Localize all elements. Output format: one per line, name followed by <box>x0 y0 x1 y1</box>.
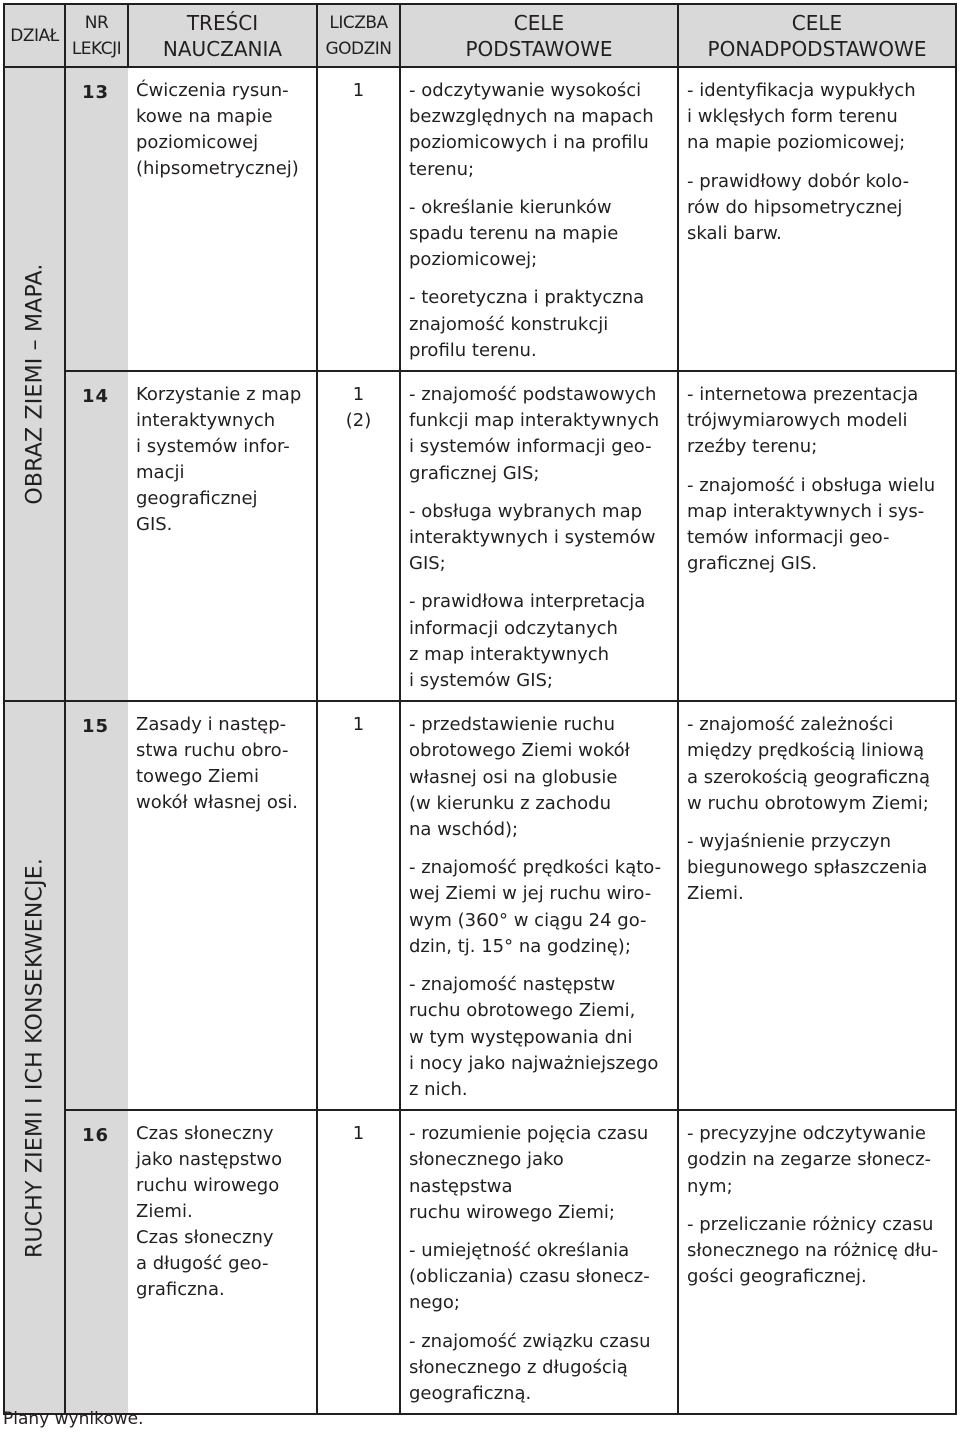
lesson-row <box>4 701 956 1110</box>
lesson-hours: 1 (2) <box>345 384 372 432</box>
section-title: OBRAZ ZIEMI – MAPA. <box>22 263 47 505</box>
lesson-hours-cell <box>317 701 400 1110</box>
basic-goals-cell <box>400 1110 678 1414</box>
advanced-goals-cell <box>678 371 956 701</box>
goal-item: - znajomość zależności między prędkością liniową a szerokością geograficzną w ruchu obrotowym Ziemi; <box>687 714 930 814</box>
lesson-topic: Ćwiczenia rysun- kowe na mapie poziomicowej (hipsometrycznej) <box>136 80 299 179</box>
goal-item: - prawidłowy dobór kolo- rów do hipsometrycznej skali barw. <box>687 170 910 245</box>
header-liczba-godzin: LICZBA GODZIN <box>317 4 400 67</box>
goal-item: - znajomość i obsługa wielu map interaktywnych i sys- temów informacji geo- graficznej GIS. <box>687 474 936 575</box>
header-cele-ponadpodstawowe: CELE PONADPODSTAWOWE <box>678 4 956 67</box>
lesson-number: 13 <box>82 82 110 103</box>
goal-item: - określanie kierunków spadu terenu na mapie poziomicowej; <box>409 196 619 271</box>
lesson-number-cell <box>65 67 128 371</box>
goal-item: - prawidłowa interpretacja informacji odczytanych z map interaktywnych i systemów GIS; <box>409 591 646 692</box>
goal-item: - umiejętność określania (obliczania) czasu słonecz- nego; <box>409 1239 650 1314</box>
goal-item: - znajomość następstw ruchu obrotowego Ziemi, w tym występowania dni i nocy jako najważniejszego z nich. <box>409 974 659 1100</box>
goal-item: - przeliczanie różnicy czasu słonecznego na różnicę dłu- gości geograficznej. <box>687 1213 939 1288</box>
lesson-topic-cell <box>128 1110 317 1414</box>
goal-item: - identyfikacja wypukłych i wklęsłych form terenu na mapie poziomicowej; <box>687 80 916 154</box>
lesson-topic-cell <box>128 67 317 371</box>
lesson-number: 14 <box>82 386 110 408</box>
header-tresci-nauczania: TREŚCI NAUCZANIA <box>128 4 317 67</box>
lesson-number-cell <box>65 1110 128 1414</box>
lesson-hours: 1 <box>352 80 365 101</box>
basic-goals-cell <box>400 701 678 1110</box>
goal-item: - precyzyjne odczytywanie godzin na zegarze słonecz- nym; <box>687 1123 932 1197</box>
lesson-number-cell <box>65 371 128 701</box>
lesson-plan-table <box>3 3 957 1415</box>
goal-item: - teoretyczna i praktyczna znajomość konstrukcji profilu terenu. <box>409 287 645 361</box>
goal-item: - odczytywanie wysokości bezwzględnych na mapach poziomicowych i na profilu terenu; <box>409 80 654 180</box>
lesson-hours-cell <box>317 371 400 701</box>
goal-item: - przedstawienie ruchu obrotowego Ziemi wokół własnej osi na globusie (w kierunku z zachodu na wschód); <box>409 714 630 841</box>
section-title: RUCHY ZIEMI I ICH KONSEKWENCJE. <box>22 857 47 1258</box>
lesson-number: 16 <box>82 1125 110 1147</box>
header-dzial: DZIAŁ <box>4 4 65 67</box>
section-cell <box>4 67 65 701</box>
goal-item: - wyjaśnienie przyczyn biegunowego spłaszczenia Ziemi. <box>687 831 928 905</box>
goal-item: - obsługa wybranych map interaktywnych i systemów GIS; <box>409 500 656 575</box>
lesson-row <box>4 1110 956 1414</box>
basic-goals-cell <box>400 67 678 371</box>
lesson-row <box>4 371 956 701</box>
lesson-number-cell <box>65 701 128 1110</box>
lesson-hours-cell <box>317 67 400 371</box>
lesson-row <box>4 67 956 371</box>
lesson-topic: Zasady i następ- stwa ruchu obro- towego Ziemi wokół własnej osi. <box>136 714 298 814</box>
section-cell <box>4 701 65 1414</box>
header-nr-lekcji: NR LEKCJI <box>65 4 128 67</box>
lesson-topic-cell <box>128 371 317 701</box>
lesson-topic-cell <box>128 701 317 1110</box>
advanced-goals-cell <box>678 67 956 371</box>
lesson-topic: Czas słoneczny jako następstwo ruchu wirowego Ziemi. Czas słoneczny a długość geo- graficzna. <box>136 1123 283 1301</box>
goal-item: - znajomość podstawowych funkcji map interaktywnych i systemów informacji geo- graficznej GIS; <box>409 384 660 484</box>
lesson-topic: Korzystanie z map interaktywnych i systemów infor- macji geograficznej GIS. <box>136 384 302 536</box>
advanced-goals-cell <box>678 701 956 1110</box>
goal-item: - internetowa prezentacja trójwymiarowych modeli rzeźby terenu; <box>687 384 919 458</box>
goal-item: - znajomość związku czasu słonecznego z długością geograficzną. <box>409 1330 651 1404</box>
header-row <box>4 4 956 67</box>
basic-goals-cell <box>400 371 678 701</box>
lesson-hours-cell <box>317 1110 400 1414</box>
lesson-hours: 1 <box>352 714 365 736</box>
goal-item: - znajomość prędkości kąto- wej Ziemi w jej ruchu wiro- wym (360° w ciągu 24 go- dzin, tj. 15° na godzinę); <box>409 857 662 957</box>
lesson-hours: 1 <box>352 1123 365 1145</box>
lesson-number: 15 <box>82 716 110 738</box>
goal-item: - rozumienie pojęcia czasu słonecznego jako następstwa ruchu wirowego Ziemi; <box>409 1123 649 1223</box>
footer-note: Plany wynikowe. <box>3 1409 144 1429</box>
header-cele-podstawowe: CELE PODSTAWOWE <box>400 4 678 67</box>
advanced-goals-cell <box>678 1110 956 1414</box>
